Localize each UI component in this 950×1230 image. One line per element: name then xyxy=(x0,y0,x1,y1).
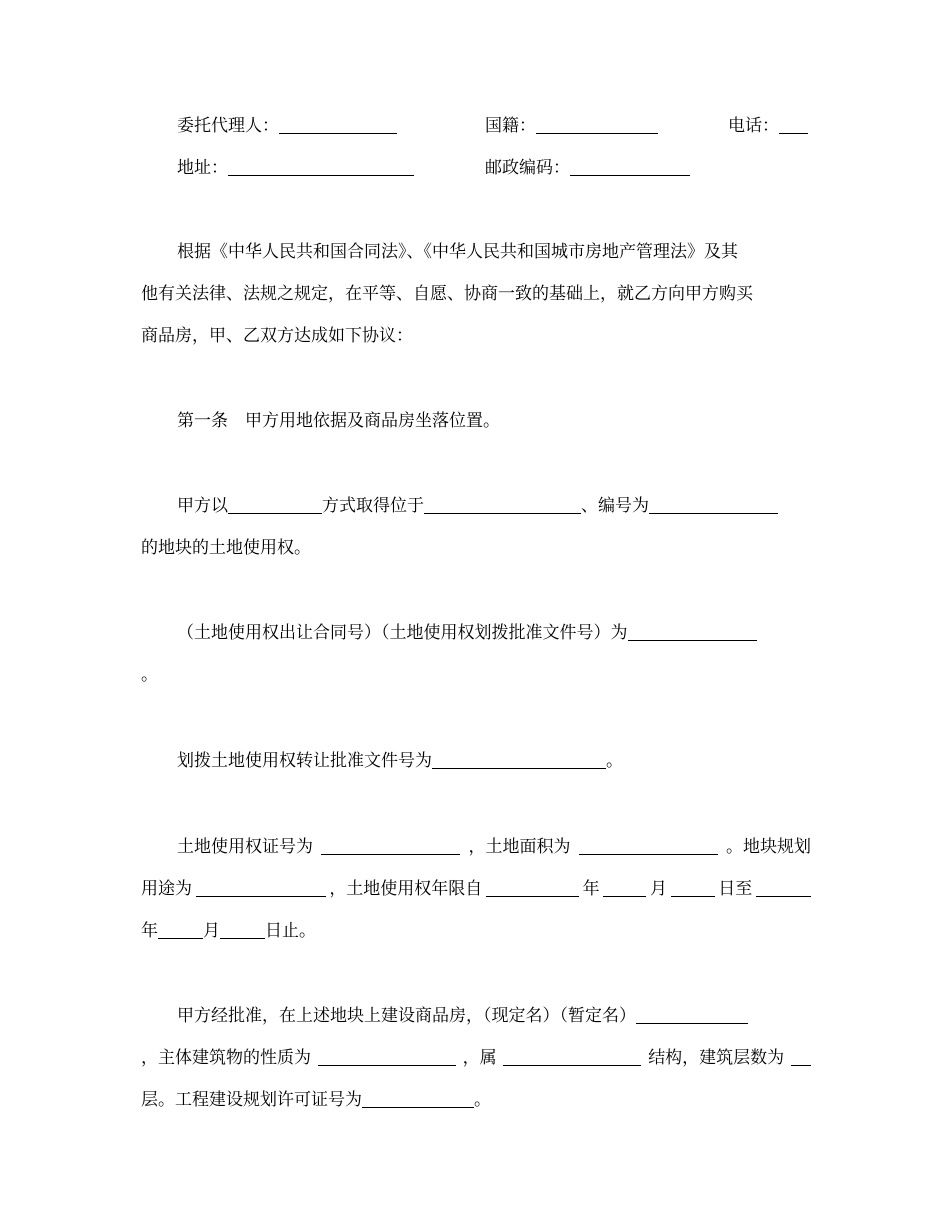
planning-permit-blank xyxy=(362,1087,474,1108)
p4-text-e: ，土地使用权年限自 xyxy=(329,879,483,899)
agent-blank xyxy=(279,113,397,134)
planned-use-blank xyxy=(196,876,326,897)
phone-label: 电话： xyxy=(728,116,779,136)
location-blank xyxy=(424,493,581,514)
p3-text-b: 。 xyxy=(606,751,623,771)
article-1-para-5 xyxy=(177,1003,811,1029)
p5-text-a: 甲方经批准，在上述地块上建设商品房，（现定名）（暂定名） xyxy=(177,1006,636,1026)
p4-text-h: 日至 xyxy=(718,879,753,899)
building-nature-blank xyxy=(318,1045,456,1066)
p5-text-f: 。 xyxy=(474,1090,491,1110)
end-day-blank xyxy=(220,918,265,939)
p1-text-c: 、编号为 xyxy=(581,496,649,516)
nationality-blank xyxy=(536,113,658,134)
phone-field xyxy=(728,113,808,139)
p5-text-d: 结构，建筑层数为 xyxy=(648,1048,785,1068)
article-1-para-4-end xyxy=(141,918,811,944)
agent-label: 委托代理人： xyxy=(177,116,279,136)
article-1-para-1-cont: 的地块的土地使用权。 xyxy=(141,538,311,558)
p4-text-g: 月 xyxy=(649,879,667,899)
p4-text-j: 月 xyxy=(203,921,220,941)
building-name-blank xyxy=(636,1003,748,1024)
p2-text-a: （土地使用权出让合同号）（土地使用权划拨批准文件号）为 xyxy=(177,623,628,643)
article-1-para-5-end xyxy=(141,1087,811,1113)
p5-text-c: ，属 xyxy=(462,1048,497,1068)
postcode-label: 邮政编码： xyxy=(485,158,570,178)
p4-text-f: 年 xyxy=(582,879,600,899)
address-row xyxy=(177,155,811,181)
agent-row xyxy=(177,113,811,139)
start-month-blank xyxy=(603,876,646,897)
p5-text-e: 层。工程建设规划许可证号为 xyxy=(141,1090,362,1110)
article-1-para-4-cont xyxy=(141,876,811,902)
start-day-blank xyxy=(671,876,715,897)
preamble-line-1: 根据《中华人民共和国合同法》、《中华人民共和国城市房地产管理法》及其 xyxy=(177,242,738,262)
start-year-blank xyxy=(486,876,579,897)
land-area-blank xyxy=(579,834,718,855)
p4-text-k: 日止。 xyxy=(265,921,316,941)
postcode-field xyxy=(485,155,690,181)
article-1-para-1 xyxy=(177,493,811,519)
p4-text-d: 用途为 xyxy=(141,879,192,899)
nationality-field xyxy=(485,113,658,139)
preamble-line-2: 他有关法律、法规之规定，在平等、自愿、协商一致的基础上，就乙方向甲方购买 xyxy=(141,284,753,304)
end-year-blank xyxy=(756,876,811,897)
transfer-approval-blank xyxy=(432,748,606,769)
preamble-line-3: 商品房，甲、乙双方达成如下协议： xyxy=(141,326,413,346)
article-1-para-4 xyxy=(177,834,811,860)
article-1-para-2 xyxy=(177,620,811,646)
address-field xyxy=(177,155,414,181)
article-1-para-5-cont xyxy=(141,1045,811,1071)
p1-text-b: 方式取得位于 xyxy=(322,496,424,516)
postcode-blank xyxy=(570,155,690,176)
phone-blank xyxy=(779,113,808,134)
p5-text-b: ，主体建筑物的性质为 xyxy=(141,1048,311,1068)
article-1-para-2-cont: 。 xyxy=(141,665,158,685)
nationality-label: 国籍： xyxy=(485,116,536,136)
p4-text-i: 年 xyxy=(141,921,158,941)
p1-text-a: 甲方以 xyxy=(177,496,228,516)
agent-field xyxy=(177,113,397,139)
article-1-title: 第一条 甲方用地依据及商品房坐落位置。 xyxy=(177,411,500,431)
address-blank xyxy=(228,155,414,176)
contract-number-blank xyxy=(628,620,757,641)
land-certificate-blank xyxy=(321,834,460,855)
structure-type-blank xyxy=(503,1045,641,1066)
end-month-blank xyxy=(158,918,203,939)
p4-text-c: 。地块规划 xyxy=(726,837,811,857)
floor-count-blank xyxy=(791,1045,811,1066)
address-label: 地址： xyxy=(177,158,228,178)
p4-text-a: 土地使用权证号为 xyxy=(177,837,313,857)
acquisition-method-blank xyxy=(228,493,322,514)
article-1-para-3 xyxy=(177,748,811,774)
p4-text-b: ，土地面积为 xyxy=(468,837,571,857)
p3-text-a: 划拨土地使用权转让批准文件号为 xyxy=(177,751,432,771)
parcel-number-blank xyxy=(649,493,778,514)
